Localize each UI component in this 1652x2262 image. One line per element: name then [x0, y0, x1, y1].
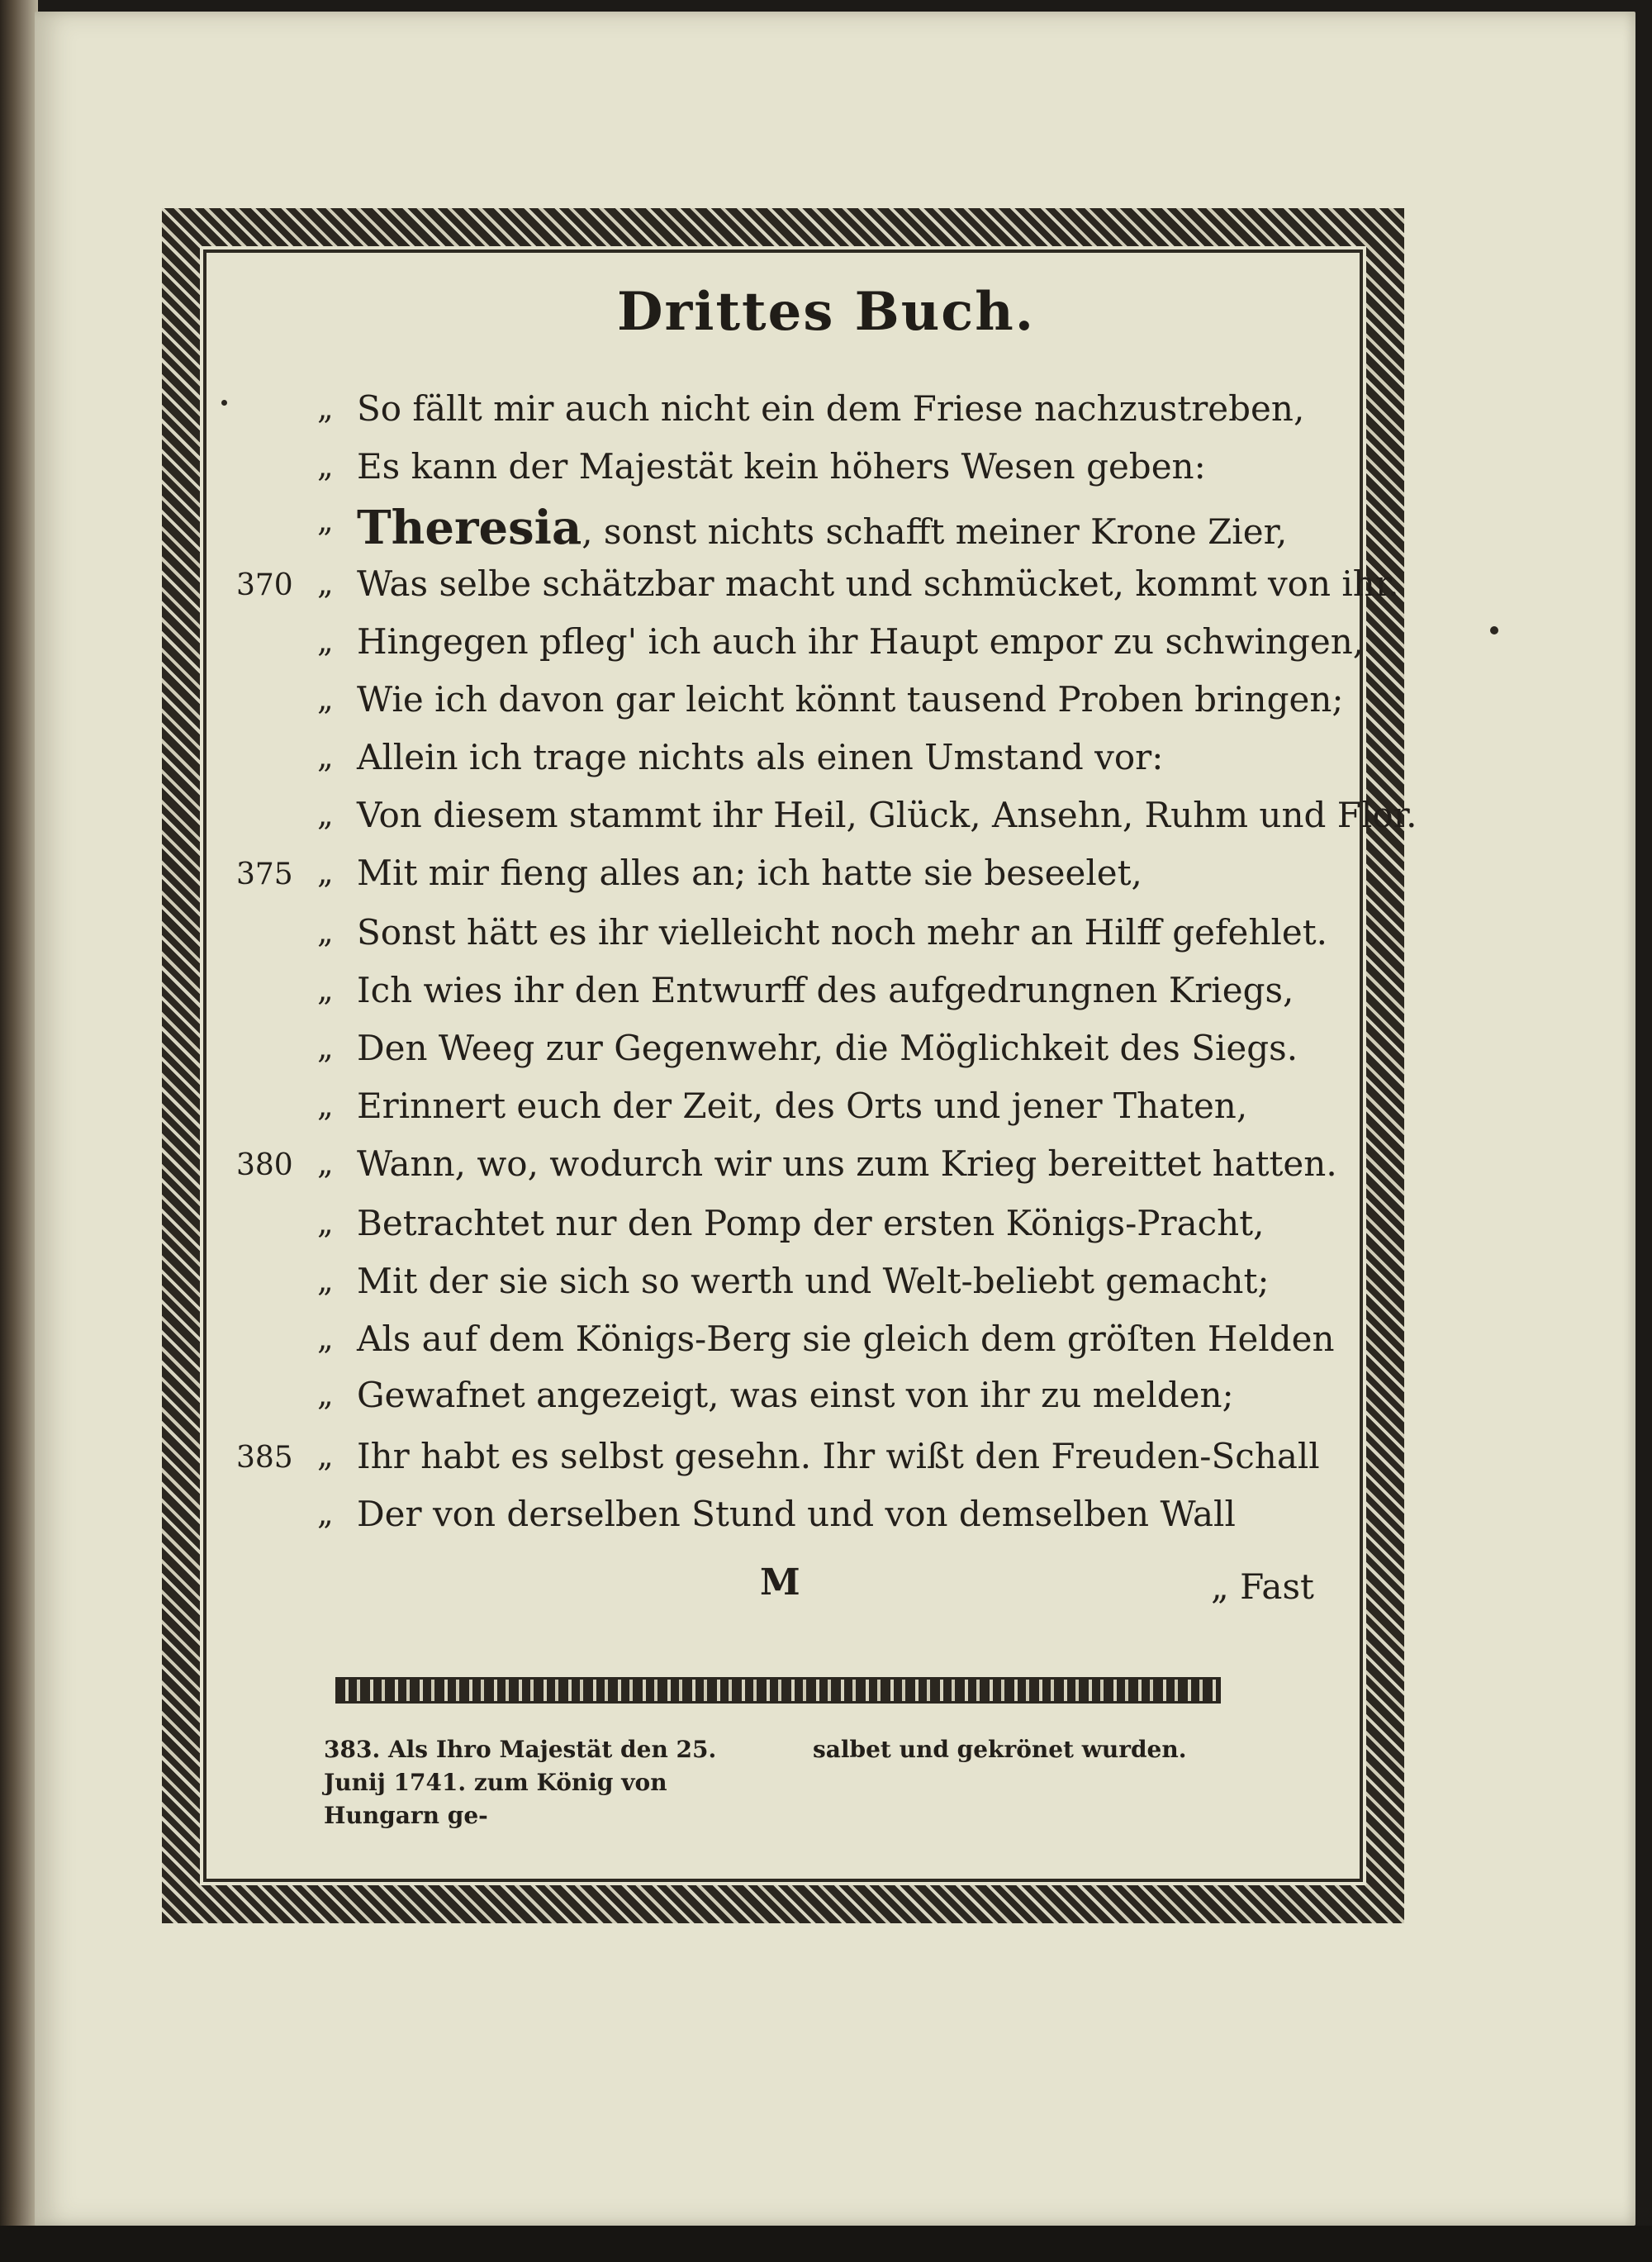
- verse-line: [0, 1436, 1652, 1490]
- verse-text: [357, 912, 1327, 953]
- quotation-mark: „: [317, 1376, 334, 1413]
- verse-text: [357, 621, 1364, 662]
- verse-text-body: Gewafnet angezeigt, was einst von ihr zu melden;: [357, 1375, 1234, 1415]
- quotation-mark: „: [317, 1438, 334, 1474]
- line-number: 375: [236, 858, 293, 891]
- verse-line: [0, 737, 1652, 791]
- quotation-mark: „: [317, 1320, 334, 1357]
- verse-line: [0, 446, 1652, 501]
- verse-text: [357, 501, 1287, 555]
- verse-text-body: Erinnert euch der Zeit, des Orts und jener Thaten,: [357, 1086, 1248, 1126]
- verse-text-body: Ihr habt es selbst gesehn. Ihr wißt den Freuden-Schall: [357, 1436, 1320, 1476]
- verse-line: [0, 1028, 1652, 1082]
- verse-line: [0, 621, 1652, 676]
- verse-line: [0, 1086, 1652, 1140]
- verse-text-body: Betrachtet nur den Pomp der ersten Königs-Pracht,: [357, 1203, 1265, 1243]
- quotation-mark: „: [317, 739, 334, 775]
- verse-text: [357, 563, 1399, 604]
- verse-text-body: Was selbe schätzbar macht und schmücket, kommt von ihr.: [357, 563, 1399, 604]
- verse-text-body: Wie ich davon gar leicht könnt tausend Proben bringen;: [357, 679, 1344, 720]
- verse-text: [357, 1375, 1234, 1415]
- quotation-mark: „: [317, 914, 334, 950]
- verse-text-body: Hingegen pfleg' ich auch ihr Haupt empor zu schwingen,: [357, 621, 1365, 662]
- verse-line: [0, 970, 1652, 1024]
- verse-line: [0, 679, 1652, 734]
- verse-text: [357, 388, 1304, 429]
- footnote-right-column: salbet und gekrönet wurden.: [813, 1736, 1187, 1763]
- verse-text: [357, 1143, 1337, 1184]
- quotation-mark: „: [317, 681, 334, 717]
- footnote-left-column: 383. Als Ihro Majestät den 25. Junij 1741. zum König von Hungarn ge-: [324, 1736, 717, 1829]
- verse-text-body: Als auf dem Königs-Berg sie gleich dem gröſten Helden: [357, 1319, 1335, 1359]
- verse-line: [0, 501, 1652, 555]
- quotation-mark: „: [317, 448, 334, 484]
- verse-text: [357, 1494, 1236, 1534]
- verse-text-body: So fällt mir auch nicht ein dem Friese nachzustreben,: [357, 388, 1305, 429]
- paper-speck: [221, 400, 227, 406]
- quotation-mark: „: [317, 390, 334, 426]
- verse-text: [357, 737, 1163, 777]
- verse-text: [357, 1203, 1264, 1243]
- verse-line: [0, 388, 1652, 443]
- verse-line: [0, 1261, 1652, 1315]
- verse-text: [357, 679, 1344, 720]
- quotation-mark: „: [317, 1145, 334, 1181]
- verse-line: [0, 853, 1652, 907]
- quotation-mark: „: [317, 854, 334, 891]
- quotation-mark: „: [317, 502, 334, 539]
- verse-text: [357, 1319, 1335, 1359]
- verse-text-body: Es kann der Majestät kein höhers Wesen geben:: [357, 446, 1206, 487]
- verse-line: [0, 1203, 1652, 1257]
- signature-mark: M: [760, 1561, 800, 1604]
- verse-text-body: Wann, wo, wodurch wir uns zum Krieg bereittet hatten.: [357, 1143, 1337, 1184]
- verse-text-body: Sonst hätt es ihr vielleicht noch mehr an Hilff gefehlet.: [357, 912, 1327, 953]
- verse-line: [0, 912, 1652, 967]
- quotation-mark: „: [317, 972, 334, 1008]
- quotation-mark: „: [317, 796, 334, 833]
- verse-line: [0, 795, 1652, 849]
- quotation-mark: „: [317, 1087, 334, 1124]
- line-number: 370: [236, 568, 293, 602]
- quotation-mark: „: [317, 623, 334, 659]
- verse-text: [357, 1086, 1247, 1126]
- verse-text: [357, 795, 1417, 835]
- verse-line: [0, 1494, 1652, 1548]
- verse-text-body: Mit der sie sich so werth und Welt-beliebt gemacht;: [357, 1261, 1270, 1301]
- verse-text: [357, 446, 1206, 487]
- catchword: „ Fast: [1211, 1566, 1314, 1607]
- emphasized-name: Theresia: [357, 501, 582, 555]
- verse-line: [0, 1143, 1652, 1198]
- line-number: 385: [236, 1441, 293, 1475]
- verse-text: [357, 1028, 1298, 1068]
- quotation-mark: „: [317, 565, 334, 601]
- line-number: 380: [236, 1148, 293, 1182]
- verse-text-body: Allein ich trage nichts als einen Umstand vor:: [357, 737, 1164, 777]
- verse-text-body: Mit mir fieng alles an; ich hatte sie beseelet,: [357, 853, 1142, 893]
- page-heading: Drittes Buch.: [616, 281, 1036, 343]
- verse-text: [357, 853, 1142, 893]
- verse-text-body: , sonst nichts schafft meiner Krone Zier,: [582, 511, 1288, 552]
- verse-text-body: Ich wies ihr den Entwurff des aufgedrungnen Kriegs,: [357, 970, 1294, 1010]
- paper-speck: [1490, 626, 1498, 634]
- verse-line: [0, 1319, 1652, 1373]
- quotation-mark: „: [317, 1029, 334, 1066]
- quotation-mark: „: [317, 1262, 334, 1299]
- verse-text: [357, 1261, 1270, 1301]
- verse-text: [357, 1436, 1320, 1476]
- footnote-divider-ornament: [335, 1677, 1221, 1704]
- page-edge-shadow: [0, 2226, 1652, 2262]
- quotation-mark: „: [317, 1495, 334, 1532]
- verse-text-body: Der von derselben Stund und von demselben Wall: [357, 1494, 1236, 1534]
- verse-text-body: Den Weeg zur Gegenwehr, die Möglichkeit des Siegs.: [357, 1028, 1298, 1068]
- verse-text-body: Von diesem stammt ihr Heil, Glück, Ansehn, Ruhm und Flor.: [357, 795, 1417, 835]
- quotation-mark: „: [317, 1205, 334, 1241]
- verse-line: [0, 1375, 1652, 1429]
- verse-text: [357, 970, 1294, 1010]
- verse-line: [0, 563, 1652, 618]
